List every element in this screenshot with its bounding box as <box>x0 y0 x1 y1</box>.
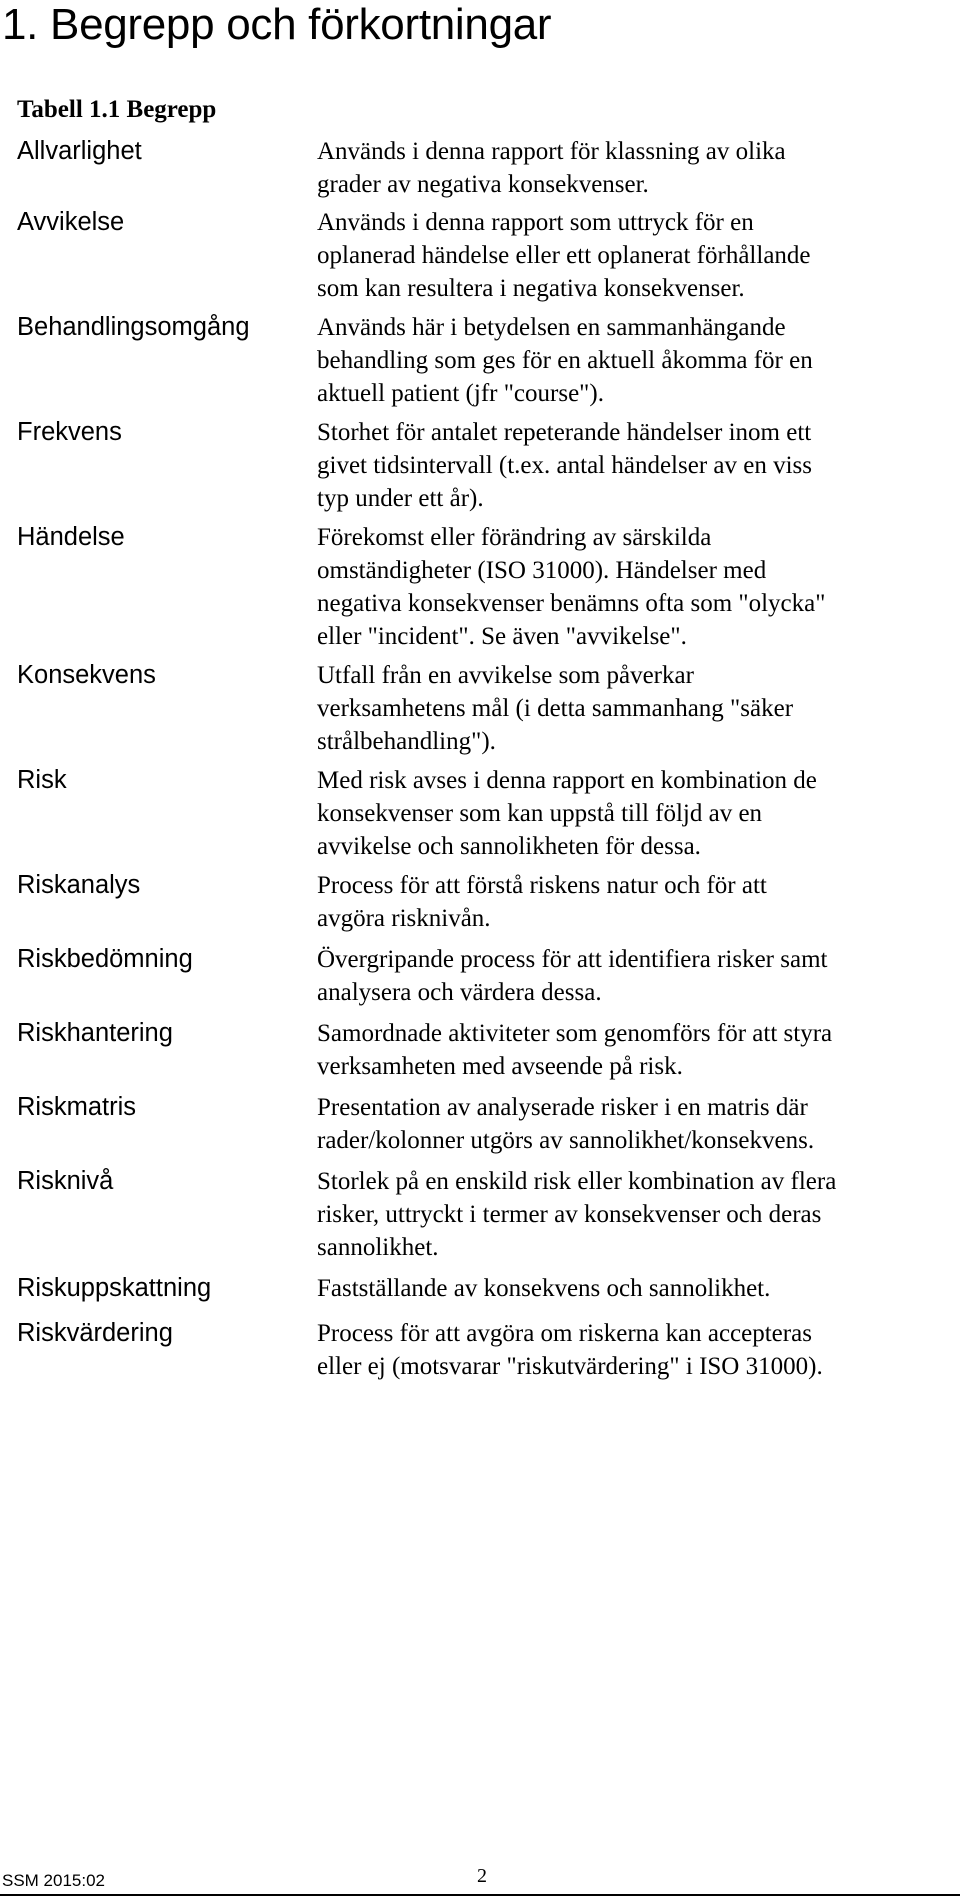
term-label: Behandlingsomgång <box>17 313 250 341</box>
term-definition: Med risk avses i denna rapport en kombination de konsekvenser som kan uppstå till följd av en avvikelse och sannolikheten för dessa. <box>317 767 817 860</box>
page-number: 2 <box>477 1865 487 1887</box>
table-row <box>17 1272 960 1305</box>
term-label: Risknivå <box>17 1167 114 1195</box>
table-row <box>17 869 960 935</box>
table-row <box>17 206 960 305</box>
term-definition: Utfall från en avvikelse som påverkar verksamhetens mål (i detta sammanhang "säker strålbehandling"). <box>317 662 794 755</box>
term-definition: Storlek på en enskild risk eller kombination av flera risker, uttryckt i termer av konsekvenser och deras sannolikhet. <box>317 1168 837 1261</box>
table-row <box>17 1317 960 1383</box>
term-label: Avvikelse <box>17 208 125 236</box>
term-label: Händelse <box>17 523 125 551</box>
term-label: Frekvens <box>17 418 122 446</box>
term-label: Riskanalys <box>17 871 141 899</box>
table-row <box>17 1017 960 1083</box>
term-label: Riskvärdering <box>17 1319 173 1347</box>
table-row <box>17 135 960 201</box>
term-definition: Samordnade aktiviteter som genomförs för att styra verksamheten med avseende på risk. <box>317 1020 833 1080</box>
table-caption: Tabell 1.1 Begrepp <box>17 96 217 123</box>
term-label: Riskmatris <box>17 1093 136 1121</box>
term-definition: Övergripande process för att identifiera risker samt analysera och värdera dessa. <box>317 946 828 1006</box>
definitions-table <box>17 135 960 1383</box>
term-label: Riskbedömning <box>17 945 193 973</box>
term-definition: Förekomst eller förändring av särskilda omständigheter (ISO 31000). Händelser med negativa konsekvenser benämns ofta som "olycka" eller "incident". Se även "avvikelse". <box>317 524 826 650</box>
term-label: Riskhantering <box>17 1019 173 1047</box>
table-row <box>17 311 960 410</box>
term-label: Riskuppskattning <box>17 1274 212 1302</box>
term-label: Risk <box>17 766 67 794</box>
table-row <box>17 521 960 653</box>
term-label: Allvarlighet <box>17 137 142 165</box>
table-row <box>17 416 960 515</box>
footer-divider <box>0 1894 960 1896</box>
term-definition: Storhet för antalet repeterande händelser inom ett givet tidsintervall (t.ex. antal händelser av en viss typ under ett år). <box>317 419 812 512</box>
page-title: 1. Begrepp och förkortningar <box>2 0 552 49</box>
document-id: SSM 2015:02 <box>2 1871 106 1890</box>
term-definition: Används här i betydelsen en sammanhängande behandling som ges för en aktuell åkomma för en aktuell patient (jfr "course"). <box>317 314 813 407</box>
term-label: Konsekvens <box>17 661 156 689</box>
term-definition: Process för att avgöra om riskerna kan accepteras eller ej (motsvarar "riskutvärdering" i ISO 31000). <box>317 1320 823 1380</box>
term-definition: Används i denna rapport som uttryck för en oplanerad händelse eller ett oplanerat förhållande som kan resultera i negativa konsekvenser. <box>317 209 811 302</box>
term-definition: Används i denna rapport för klassning av olika grader av negativa konsekvenser. <box>317 138 786 198</box>
term-definition: Fastställande av konsekvens och sannolikhet. <box>317 1275 771 1302</box>
table-row <box>17 1165 960 1264</box>
table-row <box>17 1091 960 1157</box>
table-row <box>17 659 960 758</box>
term-definition: Process för att förstå riskens natur och för att avgöra risknivån. <box>317 872 767 932</box>
term-definition: Presentation av analyserade risker i en matris där rader/kolonner utgörs av sannolikhet/konsekvens. <box>317 1094 815 1154</box>
table-row <box>17 943 960 1009</box>
table-row <box>17 764 960 863</box>
